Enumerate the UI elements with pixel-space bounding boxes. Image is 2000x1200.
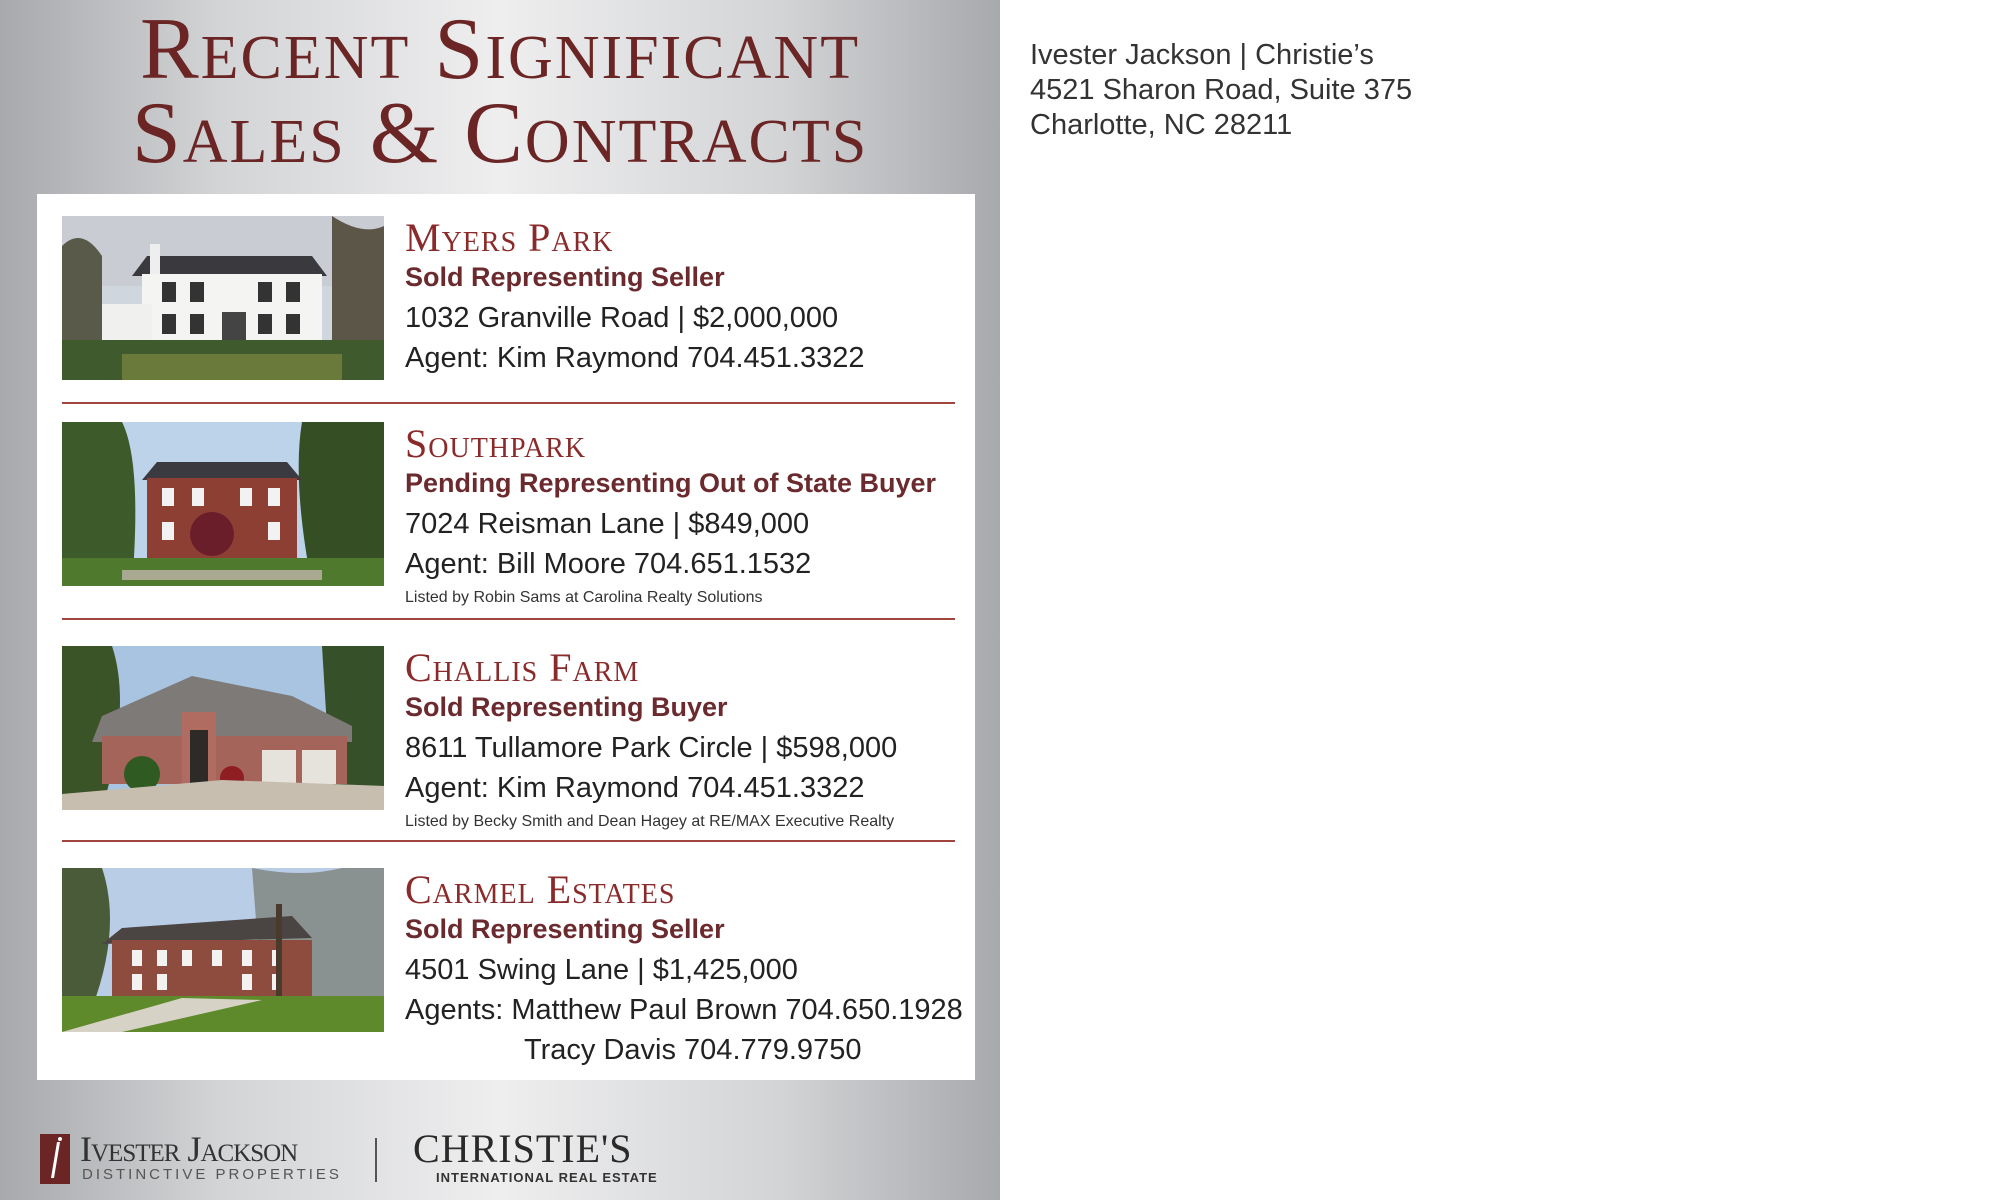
listed-by-note: Listed by Becky Smith and Dean Hagey at RE/MAX Executive Realty: [405, 813, 895, 830]
christies-tagline: INTERNATIONAL REAL ESTATE: [436, 1170, 658, 1185]
return-address: [1030, 38, 1412, 143]
listing-status: Sold Representing Seller: [405, 262, 725, 292]
listing-agent: Agent: Kim Raymond 704.451.3322: [405, 772, 865, 804]
listing-item: [62, 422, 955, 612]
listing-divider: [62, 618, 955, 620]
listing-item: [62, 216, 955, 382]
listing-divider: [62, 840, 955, 842]
listing-second-agent: Tracy Davis 704.779.9750: [524, 1034, 862, 1066]
listing-divider: [62, 402, 955, 404]
listing-status: Pending Representing Out of State Buyer: [405, 468, 937, 498]
christies-logo-text: CHRISTIE'S: [413, 1126, 633, 1171]
listing-agent: Agents: Matthew Paul Brown 704.650.1928: [405, 994, 963, 1026]
house-photo: [62, 646, 384, 810]
listing-status: Sold Representing Buyer: [405, 692, 728, 722]
brick-estate-house-image: [62, 868, 384, 1032]
brick-ranch-house-image: [62, 646, 384, 810]
house-photo: [62, 422, 384, 586]
listed-by-note: Listed by Robin Sams at Carolina Realty Solutions: [405, 589, 763, 606]
house-photo: [62, 216, 384, 380]
listings-card: [37, 194, 975, 1080]
listing-status: Sold Representing Seller: [405, 914, 725, 944]
ivester-jackson-logo-icon: [40, 1134, 70, 1184]
listing-address-price: 8611 Tullamore Park Circle | $598,000: [405, 732, 898, 764]
listing-item: [62, 867, 963, 1068]
return-address-line-2: 4521 Sharon Road, Suite 375: [1030, 74, 1413, 106]
return-address-line-1: Ivester Jackson | Christie’s: [1030, 39, 1374, 71]
listing-agent: Agent: Bill Moore 704.651.1532: [405, 548, 812, 580]
listing-address-price: 7024 Reisman Lane | $849,000: [405, 508, 810, 540]
ivester-jackson-logo-text: Ivester Jackson: [80, 1129, 298, 1169]
neighborhood-name: Myers Park: [405, 215, 614, 260]
logo-separator: [375, 1138, 377, 1182]
white-colonial-house-image: [62, 216, 384, 380]
listing-agent: Agent: Kim Raymond 704.451.3322: [405, 342, 865, 374]
listing-address-price: 1032 Granville Road | $2,000,000: [405, 302, 839, 334]
listing-item: [62, 646, 955, 836]
headline: [0, 0, 1000, 180]
listing-address-price: 4501 Swing Lane | $1,425,000: [405, 954, 798, 986]
neighborhood-name: Challis Farm: [405, 645, 640, 690]
neighborhood-name: Carmel Estates: [405, 867, 676, 912]
neighborhood-name: Southpark: [405, 421, 587, 466]
return-address-line-3: Charlotte, NC 28211: [1030, 109, 1293, 141]
brick-colonial-house-image: [62, 422, 384, 586]
headline-line-1: Recent Significant: [139, 1, 861, 98]
brand-footer: [0, 1120, 1000, 1200]
ivester-jackson-tagline: DISTINCTIVE PROPERTIES: [82, 1166, 342, 1183]
headline-line-2: Sales & Contracts: [131, 85, 869, 182]
house-photo: [62, 868, 384, 1032]
